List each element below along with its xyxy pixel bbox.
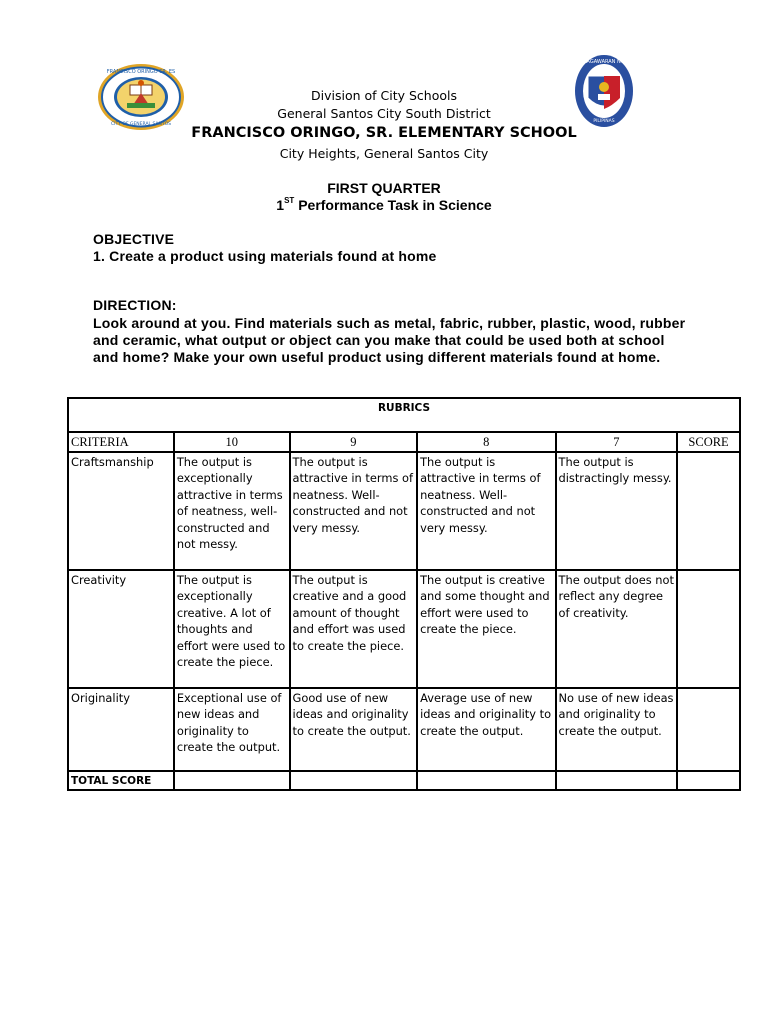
rubric-cell: The output is exceptionally creative. A lot of thoughts and effort were used to create the piece. <box>174 570 290 688</box>
criteria-cell: Creativity <box>68 570 174 688</box>
score-cell[interactable] <box>677 452 740 570</box>
direction-heading: DIRECTION: <box>93 297 177 313</box>
total-cell[interactable] <box>174 771 290 791</box>
total-cell[interactable] <box>556 771 678 791</box>
rubric-cell: Good use of new ideas and originality to create the output. <box>290 688 418 771</box>
rubric-cell: Average use of new ideas and originality to create the output. <box>417 688 555 771</box>
score-cell[interactable] <box>677 688 740 771</box>
col-header-10: 10 <box>174 432 290 452</box>
rubric-cell: The output is creative and a good amount of thought and effort was used to create the piece. <box>290 570 418 688</box>
rubric-cell: The output is creative and some thought and effort were used to create the piece. <box>417 570 555 688</box>
rubric-cell: The output is attractive in terms of neatness. Well-constructed and not very messy. <box>290 452 418 570</box>
score-cell[interactable] <box>677 570 740 688</box>
division-line: Division of City Schools <box>310 88 457 103</box>
city-line: City Heights, General Santos City <box>279 146 489 161</box>
rubric-cell: The output is distractingly messy. <box>556 452 678 570</box>
total-score-value[interactable] <box>677 771 740 791</box>
svg-text:CITY OF GENERAL SANTOS: CITY OF GENERAL SANTOS <box>111 122 171 127</box>
svg-text:PILIPINAS: PILIPINAS <box>593 119 615 124</box>
school-name: FRANCISCO ORINGO, SR. ELEMENTARY SCHOOL <box>191 125 577 141</box>
total-cell[interactable] <box>290 771 418 791</box>
quarter-title: FIRST QUARTER <box>327 180 441 196</box>
svg-text:FRANCISCO ORINGO SR. ES: FRANCISCO ORINGO SR. ES <box>106 69 176 75</box>
col-header-8: 8 <box>417 432 555 452</box>
direction-text: Look around at you. Find materials such as metal, fabric, rubber, plastic, wood, rubber and ceramic, what output or object can you make that could be used both at school and home? Make your own useful product using different materials found at home. <box>93 315 686 365</box>
col-header-9: 9 <box>290 432 418 452</box>
rubric-cell: The output is exceptionally attractive in terms of neatness, well-constructed and not messy. <box>174 452 290 570</box>
svg-text:KAGAWARAN NG: KAGAWARAN NG <box>583 59 625 65</box>
rubric-cell: No use of new ideas and originality to create the output. <box>556 688 678 771</box>
total-score-row <box>68 771 740 791</box>
col-header-criteria: CRITERIA <box>68 432 174 452</box>
rubric-table <box>67 397 741 791</box>
table-row <box>68 688 740 771</box>
objective-item: 1. Create a product using materials found at home <box>93 248 437 264</box>
rubric-header-row <box>68 432 740 452</box>
rubric-title-row <box>68 398 740 432</box>
district-line: General Santos City South District <box>277 106 491 121</box>
total-cell[interactable] <box>417 771 555 791</box>
table-row <box>68 570 740 688</box>
task-title: 1ST Performance Task in Science <box>276 196 492 213</box>
criteria-cell: Originality <box>68 688 174 771</box>
rubric-cell: Exceptional use of new ideas and originality to create the output. <box>174 688 290 771</box>
table-row <box>68 452 740 570</box>
objective-heading: OBJECTIVE <box>93 231 175 247</box>
col-header-7: 7 <box>556 432 678 452</box>
criteria-cell: Craftsmanship <box>68 452 174 570</box>
rubric-cell: The output is attractive in terms of neatness. Well-constructed and not very messy. <box>417 452 555 570</box>
col-header-score: SCORE <box>677 432 740 452</box>
rubric-title: RUBRICS <box>68 398 740 432</box>
total-score-label: TOTAL SCORE <box>68 771 174 791</box>
rubric-cell: The output does not reflect any degree of creativity. <box>556 570 678 688</box>
